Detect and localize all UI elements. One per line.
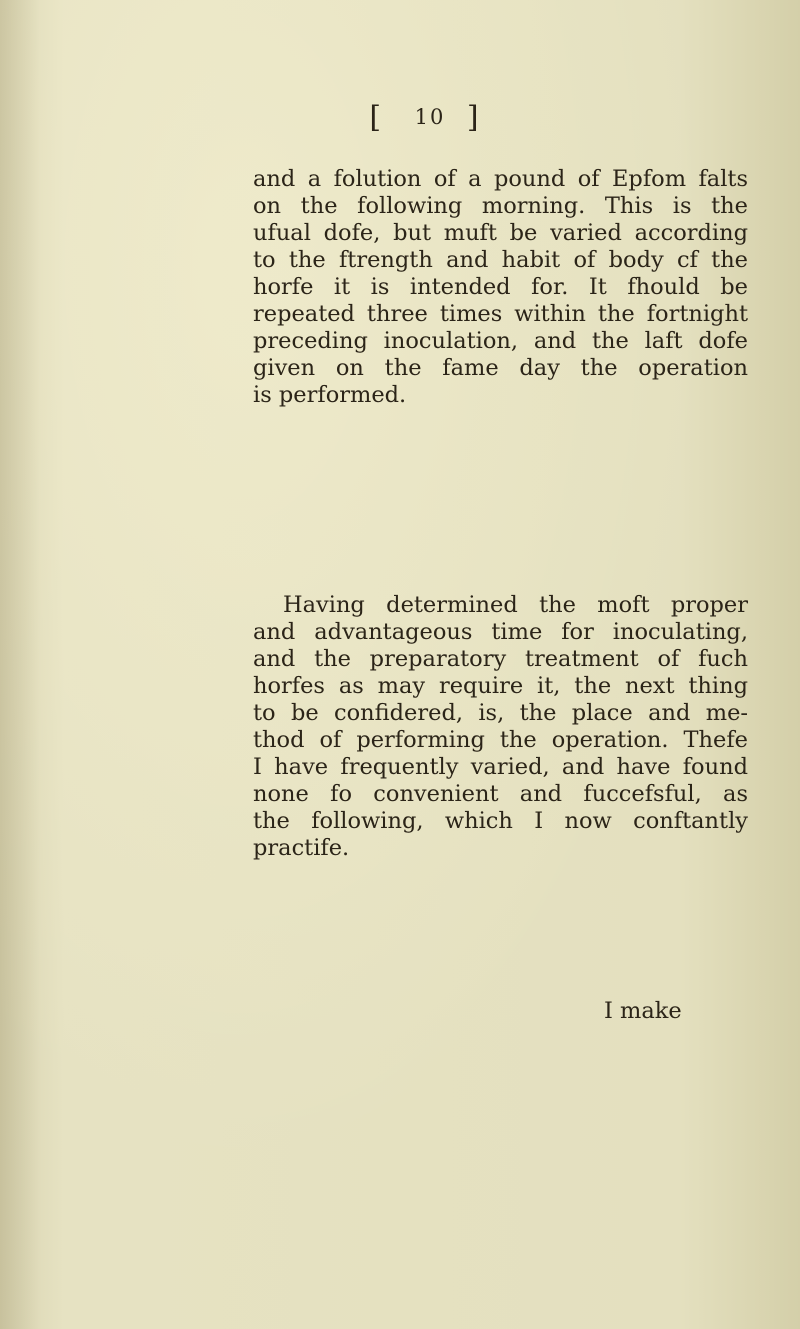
bracket-close: ] bbox=[466, 100, 491, 135]
text-line: is performed. bbox=[253, 382, 407, 408]
text-line: on the following morning. This is the bbox=[253, 193, 748, 219]
text-line: horfe it is intended for. It fhould be bbox=[253, 274, 748, 300]
text-line: and the preparatory treatment of fuch bbox=[253, 646, 748, 672]
text-line: I have frequently varied, and have found bbox=[253, 754, 748, 780]
text-line: the following, which I now conftantly bbox=[253, 808, 748, 834]
text-line: repeated three times within the fortnight bbox=[253, 301, 748, 327]
paragraph-1 bbox=[253, 166, 748, 409]
text-line: and a folution of a pound of Epfom falts bbox=[253, 166, 748, 192]
text-line: thod of performing the operation. Thefe bbox=[253, 727, 748, 753]
page-edge-shadow bbox=[0, 0, 40, 1329]
text-line: preceding inoculation, and the laft dofe bbox=[253, 328, 748, 354]
text-line: to the ftrength and habit of body cf the bbox=[253, 247, 748, 273]
text-line: horfes as may require it, the next thing bbox=[253, 673, 748, 699]
text-line: given on the fame day the operation bbox=[253, 355, 748, 381]
text-line: and advantageous time for inoculating, bbox=[253, 619, 748, 645]
text-line: none fo convenient and fuccefsful, as bbox=[253, 781, 748, 807]
text-line: Having determined the moft proper bbox=[283, 592, 748, 618]
catchword: I make bbox=[604, 998, 682, 1024]
page-header bbox=[0, 100, 800, 135]
text-line: practife. bbox=[253, 835, 350, 861]
text-line: ufual dofe, but muft be varied according bbox=[253, 220, 748, 246]
paragraph-2 bbox=[253, 592, 748, 862]
text-line: to be confidered, is, the place and me- bbox=[253, 700, 748, 726]
page-number: 10 bbox=[414, 105, 446, 129]
bracket-open: [ bbox=[369, 100, 394, 135]
